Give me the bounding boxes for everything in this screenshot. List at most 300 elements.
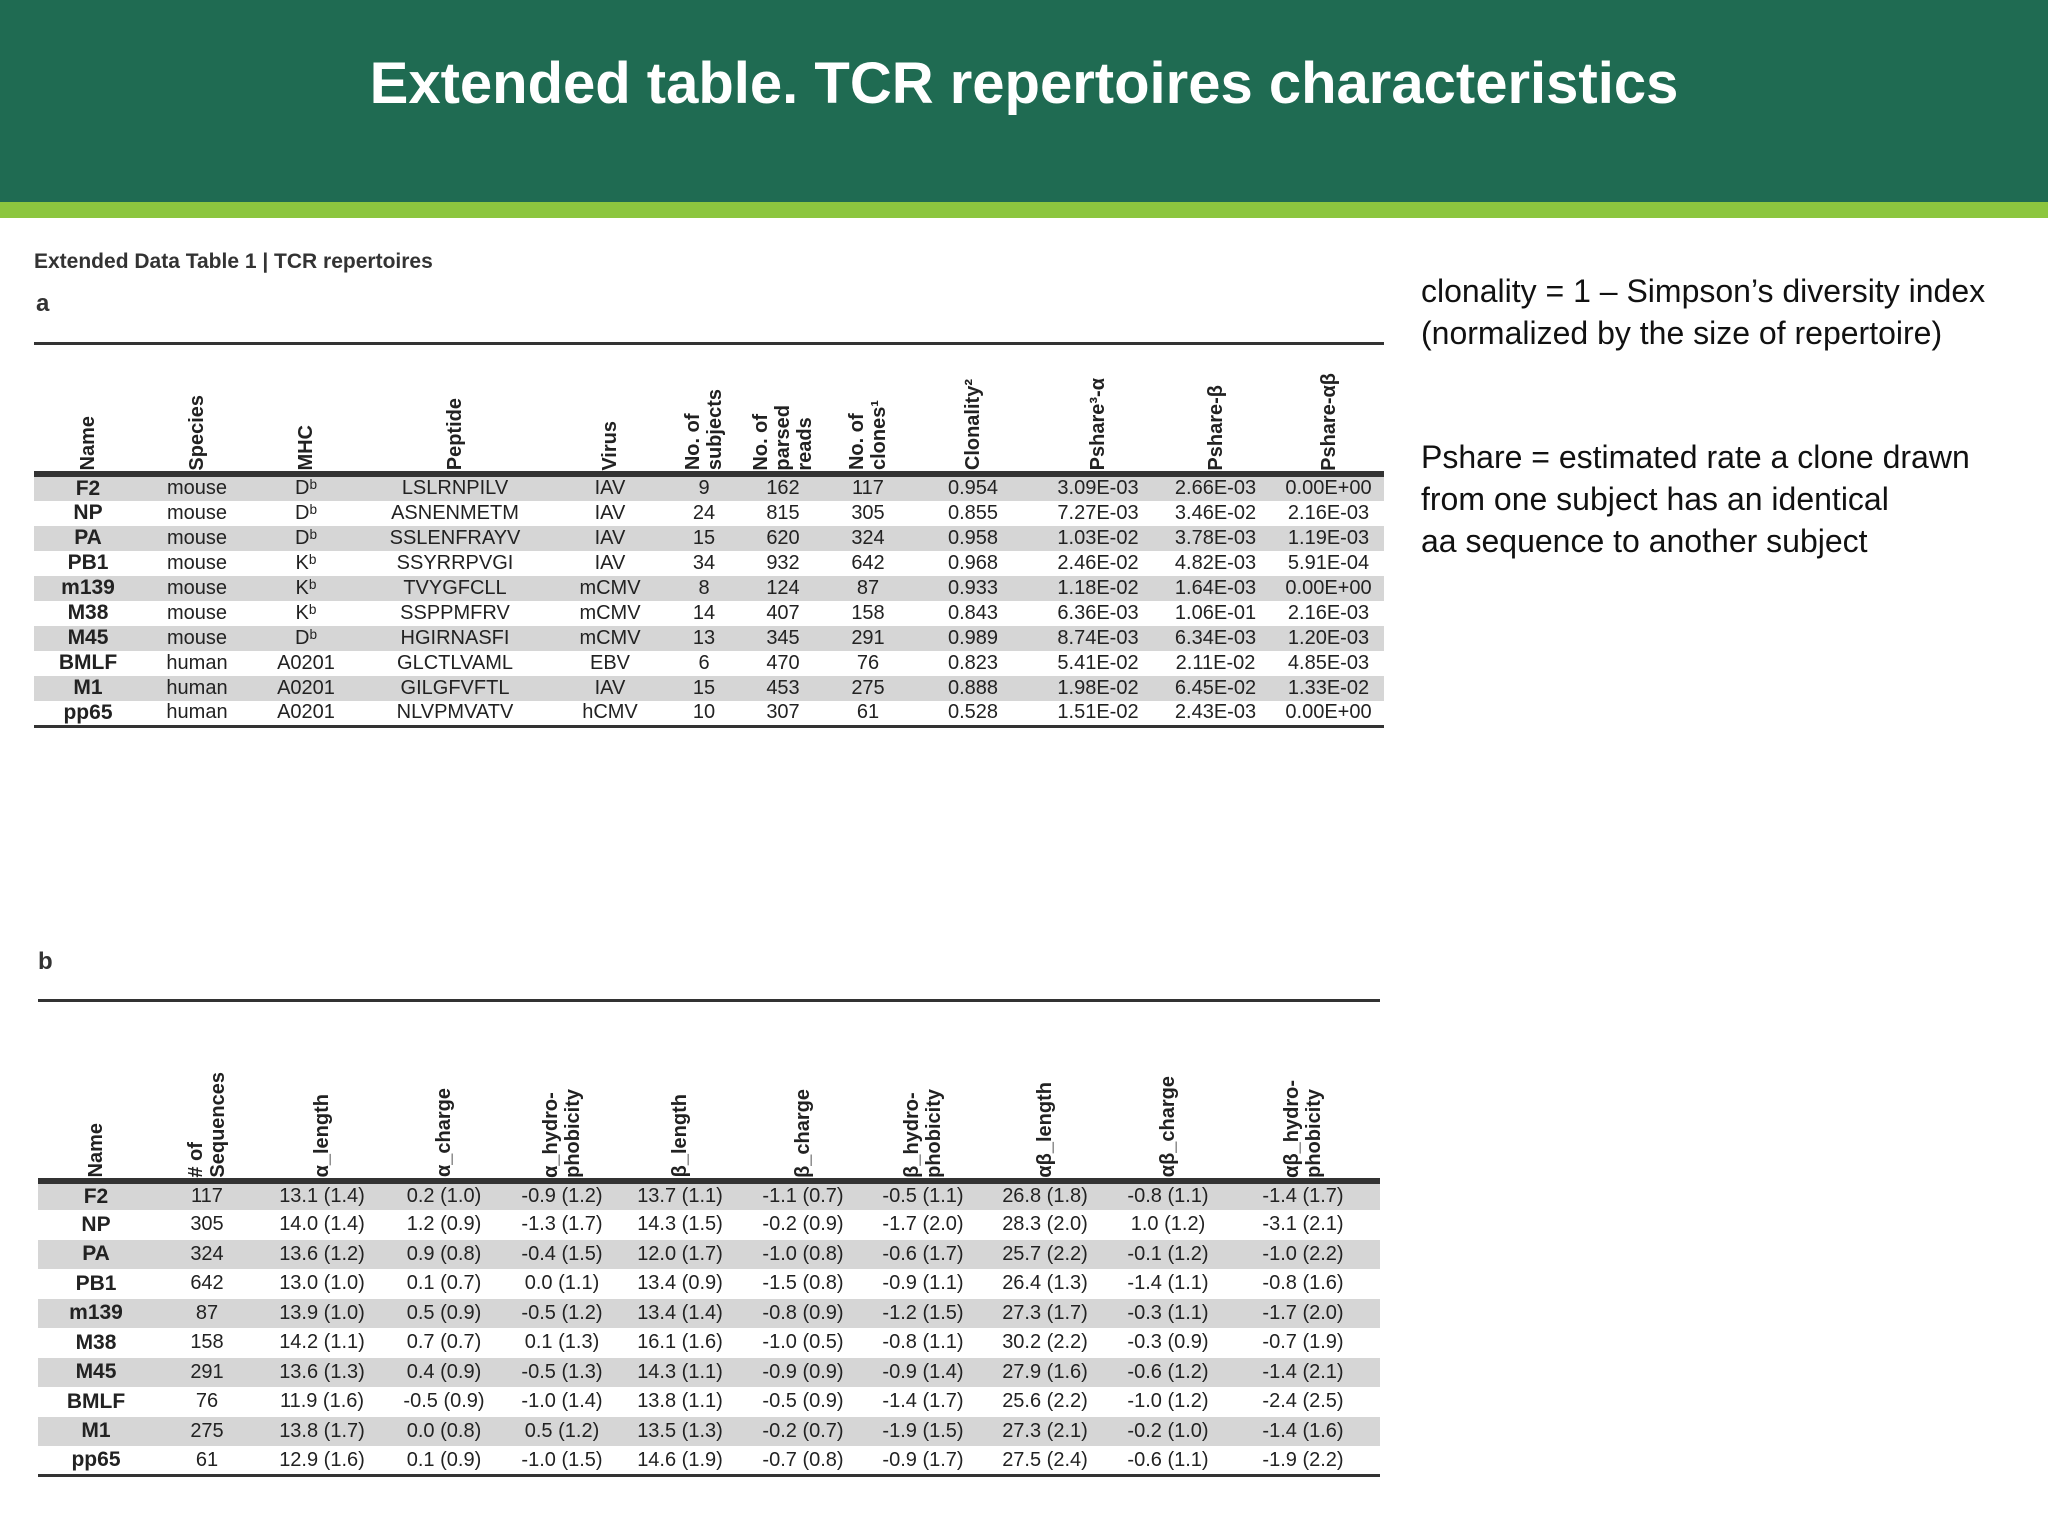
table-cell: 1.2 (0.9) (406, 1213, 482, 1236)
table-cell: 0.823 (947, 651, 999, 674)
table-row (34, 651, 1384, 676)
table-cell: 0.954 (908, 474, 1038, 501)
table-cell: 14.3 (1.1) (620, 1358, 740, 1388)
table-cell: 87 (828, 576, 908, 601)
table-cell: -0.9 (1.1) (882, 1272, 964, 1295)
table-cell: IAV (550, 526, 670, 551)
table-cell: -0.3 (0.9) (1127, 1331, 1209, 1354)
table-row (38, 1417, 1380, 1447)
table-cell: -1.4 (1.6) (1226, 1417, 1380, 1447)
table-cell: 291 (828, 626, 908, 651)
table-caption: Extended Data Table 1 | TCR repertoires (34, 250, 433, 273)
table-cell: -0.6 (1.2) (1110, 1358, 1226, 1388)
table-cell: -0.2 (0.9) (762, 1213, 844, 1236)
table-cell: HGIRNASFI (360, 626, 550, 651)
table-a-column-label: Name (77, 416, 99, 471)
table-cell: 307 (738, 701, 828, 727)
table-cell: A0201 (277, 651, 335, 674)
table-a-column-header (670, 344, 738, 474)
table-cell: 13 (670, 626, 738, 651)
table-cell: 9 (670, 474, 738, 501)
table-cell: -0.5 (0.9) (762, 1390, 844, 1413)
table-b-column-header (740, 1001, 866, 1181)
table-cell: mouse (166, 501, 228, 524)
table-cell: 0.958 (908, 526, 1038, 551)
table-cell: -0.5 (1.2) (504, 1299, 620, 1329)
table-cell: mouse (142, 474, 252, 501)
table-cell: 275 (154, 1417, 260, 1447)
table-cell: TVYGFCLL (360, 576, 550, 601)
table-b-column-header (980, 1001, 1110, 1181)
table-b-column-header (38, 1001, 154, 1181)
table-cell: -1.7 (2.0) (1226, 1299, 1380, 1329)
table-cell: -1.4 (1.7) (882, 1390, 964, 1413)
table-cell: -0.6 (1.7) (866, 1240, 980, 1270)
table-cell: 0.855 (947, 501, 999, 524)
table-row (38, 1446, 1380, 1476)
table-cell: 6.36E-03 (1057, 601, 1139, 624)
table-cell: 11.9 (1.6) (279, 1390, 365, 1413)
table-cell: 117 (154, 1181, 260, 1211)
row-name-cell: M1 (34, 676, 142, 701)
row-name-cell: m139 (34, 576, 142, 601)
row-name-cell: M45 (34, 626, 142, 651)
table-cell: 1.18E-02 (1038, 576, 1158, 601)
table-b-column-header (1110, 1001, 1226, 1181)
table-cell: 13.0 (1.0) (279, 1272, 365, 1295)
table-cell: 0.00E+00 (1273, 474, 1384, 501)
table-cell: 0.9 (0.8) (384, 1240, 504, 1270)
table-cell: Dᵇ (295, 501, 317, 524)
table-cell: -1.3 (1.7) (521, 1213, 603, 1236)
table-cell: IAV (594, 551, 626, 574)
table-cell: 0.1 (0.9) (384, 1446, 504, 1476)
table-row (34, 526, 1384, 551)
table-cell: -1.4 (2.1) (1226, 1358, 1380, 1388)
table-b-column-header (504, 1001, 620, 1181)
table-cell: -1.7 (2.0) (882, 1213, 964, 1236)
table-row (38, 1328, 1380, 1358)
table-row (38, 1358, 1380, 1388)
notes-panel (1421, 270, 2041, 562)
table-cell: 5.41E-02 (1057, 651, 1139, 674)
table-cell: -0.5 (0.9) (403, 1390, 485, 1413)
table-cell: 1.06E-01 (1174, 601, 1257, 624)
table-a-column-header (1158, 344, 1273, 474)
table-cell: 2.43E-03 (1158, 701, 1273, 727)
table-a-column-label: Pshare³-α (1087, 378, 1109, 471)
note-clonality-line1: clonality = 1 – Simpson’s diversity index (1421, 273, 1986, 309)
table-cell: -0.9 (1.7) (866, 1446, 980, 1476)
table-cell: -1.9 (1.5) (866, 1417, 980, 1447)
row-name-cell: F2 (34, 474, 142, 501)
table-row (34, 626, 1384, 651)
row-name-cell: M45 (38, 1358, 154, 1388)
table-cell: 1.98E-02 (1038, 676, 1158, 701)
table-cell: mouse (142, 576, 252, 601)
table-row (38, 1387, 1380, 1417)
table-b-column-label: αβ_length (1034, 1081, 1056, 1178)
table-cell: -1.4 (1.7) (1226, 1181, 1380, 1211)
table-cell: 642 (190, 1272, 224, 1295)
table-cell: -0.9 (1.4) (866, 1358, 980, 1388)
table-cell: A0201 (252, 701, 360, 727)
table-cell: 13.5 (1.3) (620, 1417, 740, 1447)
table-cell: EBV (589, 651, 631, 674)
table-cell: 16.1 (1.6) (637, 1331, 723, 1354)
table-cell: SSPPMFRV (400, 601, 510, 624)
table-cell: 24 (692, 501, 716, 524)
table-cell: 1.03E-02 (1038, 526, 1158, 551)
table-cell: -0.5 (1.1) (866, 1181, 980, 1211)
table-a-body (34, 474, 1384, 727)
table-a-column-label: No. of subjects (682, 389, 726, 471)
table-cell: 1.64E-03 (1158, 576, 1273, 601)
table-cell: 15 (670, 526, 738, 551)
table-cell: 124 (738, 576, 828, 601)
table-cell: 14.0 (1.4) (279, 1213, 365, 1236)
table-cell: Kᵇ (252, 576, 360, 601)
table-cell: -1.1 (0.7) (740, 1181, 866, 1211)
table-cell: 14.2 (1.1) (279, 1331, 365, 1354)
table-cell: 291 (154, 1358, 260, 1388)
table-cell: hCMV (550, 701, 670, 727)
table-cell: 27.5 (2.4) (980, 1446, 1110, 1476)
table-cell: 0.4 (0.9) (384, 1358, 504, 1388)
table-a-column-header (908, 344, 1038, 474)
header-stripe (0, 202, 2048, 218)
table-cell: 13.9 (1.0) (260, 1299, 384, 1329)
table-cell: human (142, 676, 252, 701)
table-cell: 27.9 (1.6) (980, 1358, 1110, 1388)
table-a-column-header (828, 344, 908, 474)
table-cell: 13.7 (1.1) (620, 1181, 740, 1211)
table-b-column-label: β_hydro- phobicity (901, 1088, 945, 1178)
table-cell: -0.8 (1.1) (882, 1331, 964, 1354)
table-cell: -0.9 (0.9) (740, 1358, 866, 1388)
table-cell: NLVPMVATV (360, 701, 550, 727)
table-cell: 0.989 (908, 626, 1038, 651)
table-cell: GILGFVFTL (360, 676, 550, 701)
table-cell: 1.51E-02 (1038, 701, 1158, 727)
table-cell: 0.843 (947, 601, 999, 624)
table-cell: 13.6 (1.2) (260, 1240, 384, 1270)
table-cell: 4.82E-03 (1174, 551, 1257, 574)
panel-b-label: b (38, 948, 53, 975)
table-cell: 3.78E-03 (1158, 526, 1273, 551)
table-cell: 2.16E-03 (1287, 601, 1370, 624)
table-cell: 2.16E-03 (1287, 501, 1370, 524)
table-cell: 0.2 (1.0) (384, 1181, 504, 1211)
row-name-cell: NP (73, 501, 103, 524)
table-cell: 305 (190, 1213, 224, 1236)
row-name-cell: F2 (38, 1181, 154, 1211)
table-cell: mCMV (550, 576, 670, 601)
table-cell: 453 (738, 676, 828, 701)
table-cell: 2.66E-03 (1158, 474, 1273, 501)
table-a-column-label: No. of clones¹ (846, 400, 890, 471)
table-b-column-label: α_hydro- phobicity (540, 1088, 584, 1178)
table-cell: 0.0 (0.8) (384, 1417, 504, 1447)
table-cell: 324 (828, 526, 908, 551)
table-row (38, 1269, 1380, 1299)
table-cell: 26.4 (1.3) (1002, 1272, 1088, 1295)
table-cell: 6.45E-02 (1158, 676, 1273, 701)
table-cell: -2.4 (2.5) (1262, 1390, 1344, 1413)
table-a-column-header (142, 344, 252, 474)
table-b-column-label: αβ_hydro- phobicity (1281, 1079, 1325, 1178)
table-cell: 28.3 (2.0) (1002, 1213, 1088, 1236)
table-cell: 34 (692, 551, 716, 574)
table-cell: human (166, 651, 228, 674)
row-name-cell: PB1 (67, 551, 109, 574)
table-cell: 0.0 (1.1) (524, 1272, 600, 1295)
table-b-column-label: β_length (669, 1094, 691, 1178)
table-cell: mouse (142, 526, 252, 551)
table-cell: mouse (142, 626, 252, 651)
table-a-column-header (34, 344, 142, 474)
table-cell: -0.6 (1.1) (1110, 1446, 1226, 1476)
table-cell: Dᵇ (252, 626, 360, 651)
table-cell: IAV (550, 474, 670, 501)
table-a-column-header (252, 344, 360, 474)
table-a-column-label: No. of parsed reads (750, 404, 816, 471)
table-cell: 27.3 (2.1) (980, 1417, 1110, 1447)
table-row (34, 701, 1384, 727)
table-cell: 0.968 (947, 551, 999, 574)
table-cell: 14.3 (1.5) (637, 1213, 723, 1236)
table-a-column-header (738, 344, 828, 474)
table-cell: 0.888 (908, 676, 1038, 701)
table-cell: 0.00E+00 (1273, 701, 1384, 727)
table-b-column-label: Name (85, 1123, 107, 1178)
table-cell: 14.6 (1.9) (620, 1446, 740, 1476)
table-cell: 0.5 (1.2) (504, 1417, 620, 1447)
table-cell: 1.19E-03 (1273, 526, 1384, 551)
table-cell: -0.8 (1.6) (1262, 1272, 1344, 1295)
table-cell: 162 (738, 474, 828, 501)
table-cell: 2.46E-02 (1057, 551, 1139, 574)
table-cell: 3.46E-02 (1174, 501, 1257, 524)
table-row (38, 1210, 1380, 1240)
table-cell: 8 (670, 576, 738, 601)
table-cell: 2.11E-02 (1175, 651, 1256, 674)
table-cell: -1.9 (2.2) (1226, 1446, 1380, 1476)
table-cell: 0.1 (0.7) (406, 1272, 482, 1295)
table-cell: 620 (738, 526, 828, 551)
note-clonality-line2: (normalized by the size of repertoire) (1421, 315, 1943, 351)
table-cell: 0.1 (1.3) (524, 1331, 600, 1354)
table-cell: 158 (190, 1331, 224, 1354)
table-cell: 407 (766, 601, 800, 624)
table-cell: 8.74E-03 (1038, 626, 1158, 651)
row-name-cell: pp65 (38, 1446, 154, 1476)
table-cell: ASNENMETM (391, 501, 519, 524)
table-cell: 0.528 (908, 701, 1038, 727)
table-row (38, 1240, 1380, 1270)
table-row (34, 601, 1384, 626)
table-cell: mouse (166, 551, 228, 574)
table-cell: 25.6 (2.2) (1002, 1390, 1088, 1413)
table-cell: 4.85E-03 (1287, 651, 1370, 674)
row-name-cell: BMLF (58, 651, 118, 674)
table-cell: -0.8 (0.9) (740, 1299, 866, 1329)
row-name-cell: M38 (75, 1330, 117, 1354)
table-cell: 76 (195, 1390, 219, 1413)
table-cell: Kᵇ (295, 601, 317, 624)
table-b-column-label: β_charge (792, 1088, 814, 1178)
table-cell: SSYRRPVGI (396, 551, 514, 574)
table-cell: 5.91E-04 (1287, 551, 1370, 574)
table-cell: 13.1 (1.4) (260, 1181, 384, 1211)
table-cell: 275 (828, 676, 908, 701)
table-cell: 15 (670, 676, 738, 701)
table-row (34, 501, 1384, 526)
table-cell: -0.7 (0.8) (740, 1446, 866, 1476)
note-pshare-line1: Pshare = estimated rate a clone drawn (1421, 439, 1970, 475)
table-cell: -1.0 (0.8) (740, 1240, 866, 1270)
note-pshare-line2: from one subject has an identical (1421, 481, 1889, 517)
table-cell: Dᵇ (252, 526, 360, 551)
table-a-column-header (1038, 344, 1158, 474)
table-b-column-header (154, 1001, 260, 1181)
table-cell: -3.1 (2.1) (1262, 1213, 1344, 1236)
table-cell: Dᵇ (252, 474, 360, 501)
table-b-column-header (260, 1001, 384, 1181)
table-cell: 932 (766, 551, 800, 574)
table-cell: 345 (738, 626, 828, 651)
table-b-column-label: α_length (311, 1094, 333, 1178)
table-cell: -0.2 (0.7) (740, 1417, 866, 1447)
table-cell: GLCTLVAML (397, 651, 513, 674)
table-cell: -1.5 (0.8) (762, 1272, 844, 1295)
row-name-cell: m139 (38, 1299, 154, 1329)
table-cell: 7.27E-03 (1057, 501, 1139, 524)
table-cell: 0.933 (908, 576, 1038, 601)
table-cell: 0.7 (0.7) (406, 1331, 482, 1354)
table-b-body (38, 1181, 1380, 1476)
row-name-cell: PA (34, 526, 142, 551)
table-cell: -0.4 (1.5) (504, 1240, 620, 1270)
table-cell: 305 (851, 501, 885, 524)
note-pshare-line3: aa sequence to another subject (1421, 523, 1868, 559)
table-a-column-label: Peptide (444, 398, 466, 471)
table-row (34, 576, 1384, 601)
table-cell: 10 (670, 701, 738, 727)
table-cell: -1.0 (1.2) (1127, 1390, 1209, 1413)
table-cell: 0.5 (0.9) (384, 1299, 504, 1329)
row-name-cell: PA (38, 1240, 154, 1270)
table-cell: 25.7 (2.2) (980, 1240, 1110, 1270)
table-cell: -0.1 (1.2) (1110, 1240, 1226, 1270)
table-b-column-label: # of Sequences (185, 1071, 229, 1178)
table-b-header-row (38, 1001, 1380, 1181)
table-cell: 470 (766, 651, 800, 674)
table-cell: 14 (692, 601, 716, 624)
table-b-column-header (384, 1001, 504, 1181)
table-cell: 13.4 (1.4) (620, 1299, 740, 1329)
panel-a-label: a (36, 290, 50, 317)
table-cell: human (142, 701, 252, 727)
table-cell: 87 (154, 1299, 260, 1329)
table-cell: -0.2 (1.0) (1110, 1417, 1226, 1447)
table-cell: 324 (154, 1240, 260, 1270)
table-a (34, 342, 1384, 728)
table-cell: 3.09E-03 (1038, 474, 1158, 501)
table-a-column-header (360, 344, 550, 474)
table-cell: 0.00E+00 (1273, 576, 1384, 601)
table-cell: mCMV (550, 626, 670, 651)
table-cell: -1.4 (1.1) (1127, 1272, 1209, 1295)
table-cell: -1.0 (2.2) (1226, 1240, 1380, 1270)
table-row (34, 551, 1384, 576)
table-cell: 27.3 (1.7) (980, 1299, 1110, 1329)
table-cell: IAV (550, 676, 670, 701)
table-a-column-label: Pshare-β (1204, 384, 1227, 471)
table-cell: 30.2 (2.2) (1002, 1331, 1088, 1354)
table-cell: -0.8 (1.1) (1110, 1181, 1226, 1211)
table-cell: 1.0 (1.2) (1130, 1213, 1206, 1236)
table-cell: -0.3 (1.1) (1110, 1299, 1226, 1329)
table-cell: 6 (698, 651, 710, 674)
table-row (34, 676, 1384, 701)
table-b-column-label: αβ_charge (1157, 1076, 1179, 1178)
table-cell: -0.7 (1.9) (1262, 1331, 1344, 1354)
table-row (34, 474, 1384, 501)
table-b-column-header (1226, 1001, 1380, 1181)
row-name-cell: M1 (38, 1417, 154, 1447)
table-cell: IAV (594, 501, 626, 524)
table-cell: 158 (851, 601, 885, 624)
table-cell: SSLENFRAYV (360, 526, 550, 551)
table-a-column-label: Virus (599, 420, 621, 471)
row-name-cell: NP (81, 1212, 111, 1236)
table-cell: 61 (828, 701, 908, 727)
page-title: Extended table. TCR repertoires characteristics (369, 51, 1679, 116)
table-cell: Kᵇ (295, 551, 317, 574)
table-a-column-label: Species (186, 394, 208, 471)
table-cell: 815 (766, 501, 800, 524)
table-a-header-row (34, 344, 1384, 474)
table-cell: 61 (154, 1446, 260, 1476)
table-cell: 117 (828, 474, 908, 501)
table-cell: 1.20E-03 (1273, 626, 1384, 651)
row-name-cell: PB1 (75, 1271, 117, 1295)
table-cell: 26.8 (1.8) (980, 1181, 1110, 1211)
row-name-cell: M38 (67, 601, 109, 624)
table-cell: 13.8 (1.7) (260, 1417, 384, 1447)
table-cell: mouse (166, 601, 228, 624)
table-b-column-header (620, 1001, 740, 1181)
table-cell: 13.6 (1.3) (260, 1358, 384, 1388)
table-b-column-label: α_charge (433, 1088, 455, 1178)
table-cell: 6.34E-03 (1158, 626, 1273, 651)
table-a-column-header (550, 344, 670, 474)
table-b (38, 999, 1380, 1477)
table-cell: 13.8 (1.1) (637, 1390, 723, 1413)
table-cell: 13.4 (0.9) (637, 1272, 723, 1295)
table-cell: -1.0 (0.5) (762, 1331, 844, 1354)
table-cell: 642 (851, 551, 885, 574)
row-name-cell: BMLF (66, 1389, 126, 1413)
table-row (38, 1299, 1380, 1329)
table-cell: -0.9 (1.2) (504, 1181, 620, 1211)
table-a-column-label: MHC (295, 424, 317, 471)
table-cell: -1.0 (1.4) (521, 1390, 603, 1413)
row-name-cell: pp65 (34, 701, 142, 727)
table-cell: -1.0 (1.5) (504, 1446, 620, 1476)
table-cell: 1.33E-02 (1273, 676, 1384, 701)
